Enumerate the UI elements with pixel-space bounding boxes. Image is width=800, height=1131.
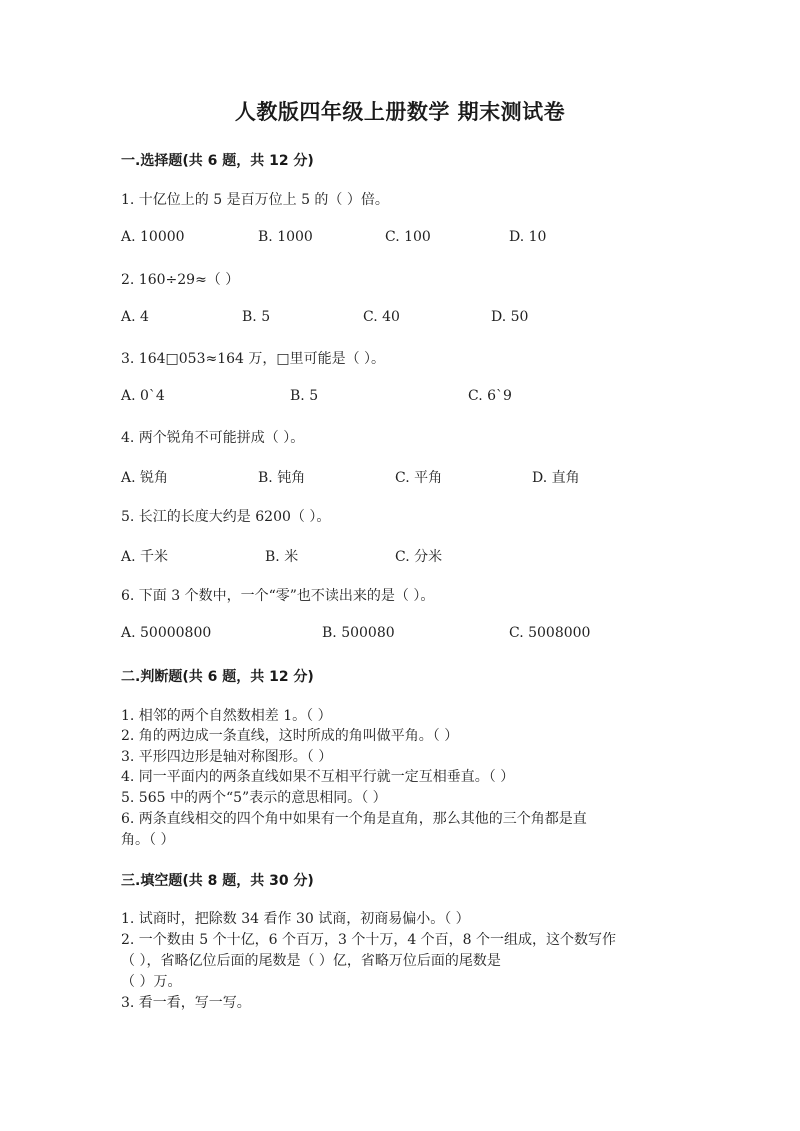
option: B. 500080 [322,625,395,641]
section-heading-judge: 二.判断题(共 6 题，共 12 分) [121,669,314,685]
option: D. 50 [491,309,529,325]
option: A. 锐角 [121,470,169,486]
section-heading-fill: 三.填空题(共 8 题，共 30 分) [121,873,314,889]
fill-line: 1. 试商时，把除数 34 看作 30 试商，初商易偏小。（ ） [121,911,470,927]
option: C. 40 [363,309,400,325]
option: B. 米 [265,549,299,565]
section-heading-choice: 一.选择题(共 6 题，共 12 分) [121,153,314,169]
judge-line: 角。（ ） [121,832,175,848]
judge-line: 3. 平形四边形是轴对称图形。（ ） [121,749,333,765]
page-title: 人教版四年级上册数学 期末测试卷 [234,100,566,124]
option: B. 钝角 [258,470,306,486]
fill-line: 3. 看一看，写一写。 [121,995,251,1011]
option: C. 平角 [395,470,443,486]
judge-line: 6. 两条直线相交的四个角中如果有一个角是直角，那么其他的三个角都是直 [121,811,587,827]
judge-line: 2. 角的两边成一条直线，这时所成的角叫做平角。（ ） [121,728,459,744]
question-text: 1. 十亿位上的 5 是百万位上 5 的（ ）倍。 [121,192,389,208]
option: D. 10 [509,229,547,245]
option: C. 100 [385,229,431,245]
fill-line: （ ）万。 [121,974,182,990]
question-text: 3. 164□053≈164 万，□里可能是（ ）。 [121,351,386,367]
option: D. 直角 [532,470,580,486]
option: A. 10000 [121,229,185,245]
judge-line: 5. 565 中的两个“5”表示的意思相同。（ ） [121,790,387,806]
option: B. 5 [290,388,319,404]
fill-line: 2. 一个数由 5 个十亿，6 个百万，3 个十万，4 个百，8 个一组成，这个数写作 [121,932,617,948]
question-text: 6. 下面 3 个数中，一个“零”也不读出来的是（ ）。 [121,588,435,604]
option: A. 50000800 [121,625,212,641]
option: B. 5 [242,309,271,325]
option: C. 分米 [395,549,443,565]
question-text: 5. 长江的长度大约是 6200（ ）。 [121,509,331,525]
option: C. 6ˋ9 [468,388,512,404]
option: B. 1000 [258,229,313,245]
judge-line: 1. 相邻的两个自然数相差 1。（ ） [121,708,332,724]
option: A. 千米 [121,549,169,565]
fill-line: （ ），省略亿位后面的尾数是（ ）亿，省略万位后面的尾数是 [121,953,501,969]
judge-line: 4. 同一平面内的两条直线如果不互相平行就一定互相垂直。（ ） [121,769,515,785]
option: A. 0ˋ4 [121,388,165,404]
question-text: 2. 160÷29≈（ ） [121,272,240,288]
question-text: 4. 两个锐角不可能拼成（ ）。 [121,430,305,446]
option: A. 4 [121,309,149,325]
option: C. 5008000 [509,625,591,641]
